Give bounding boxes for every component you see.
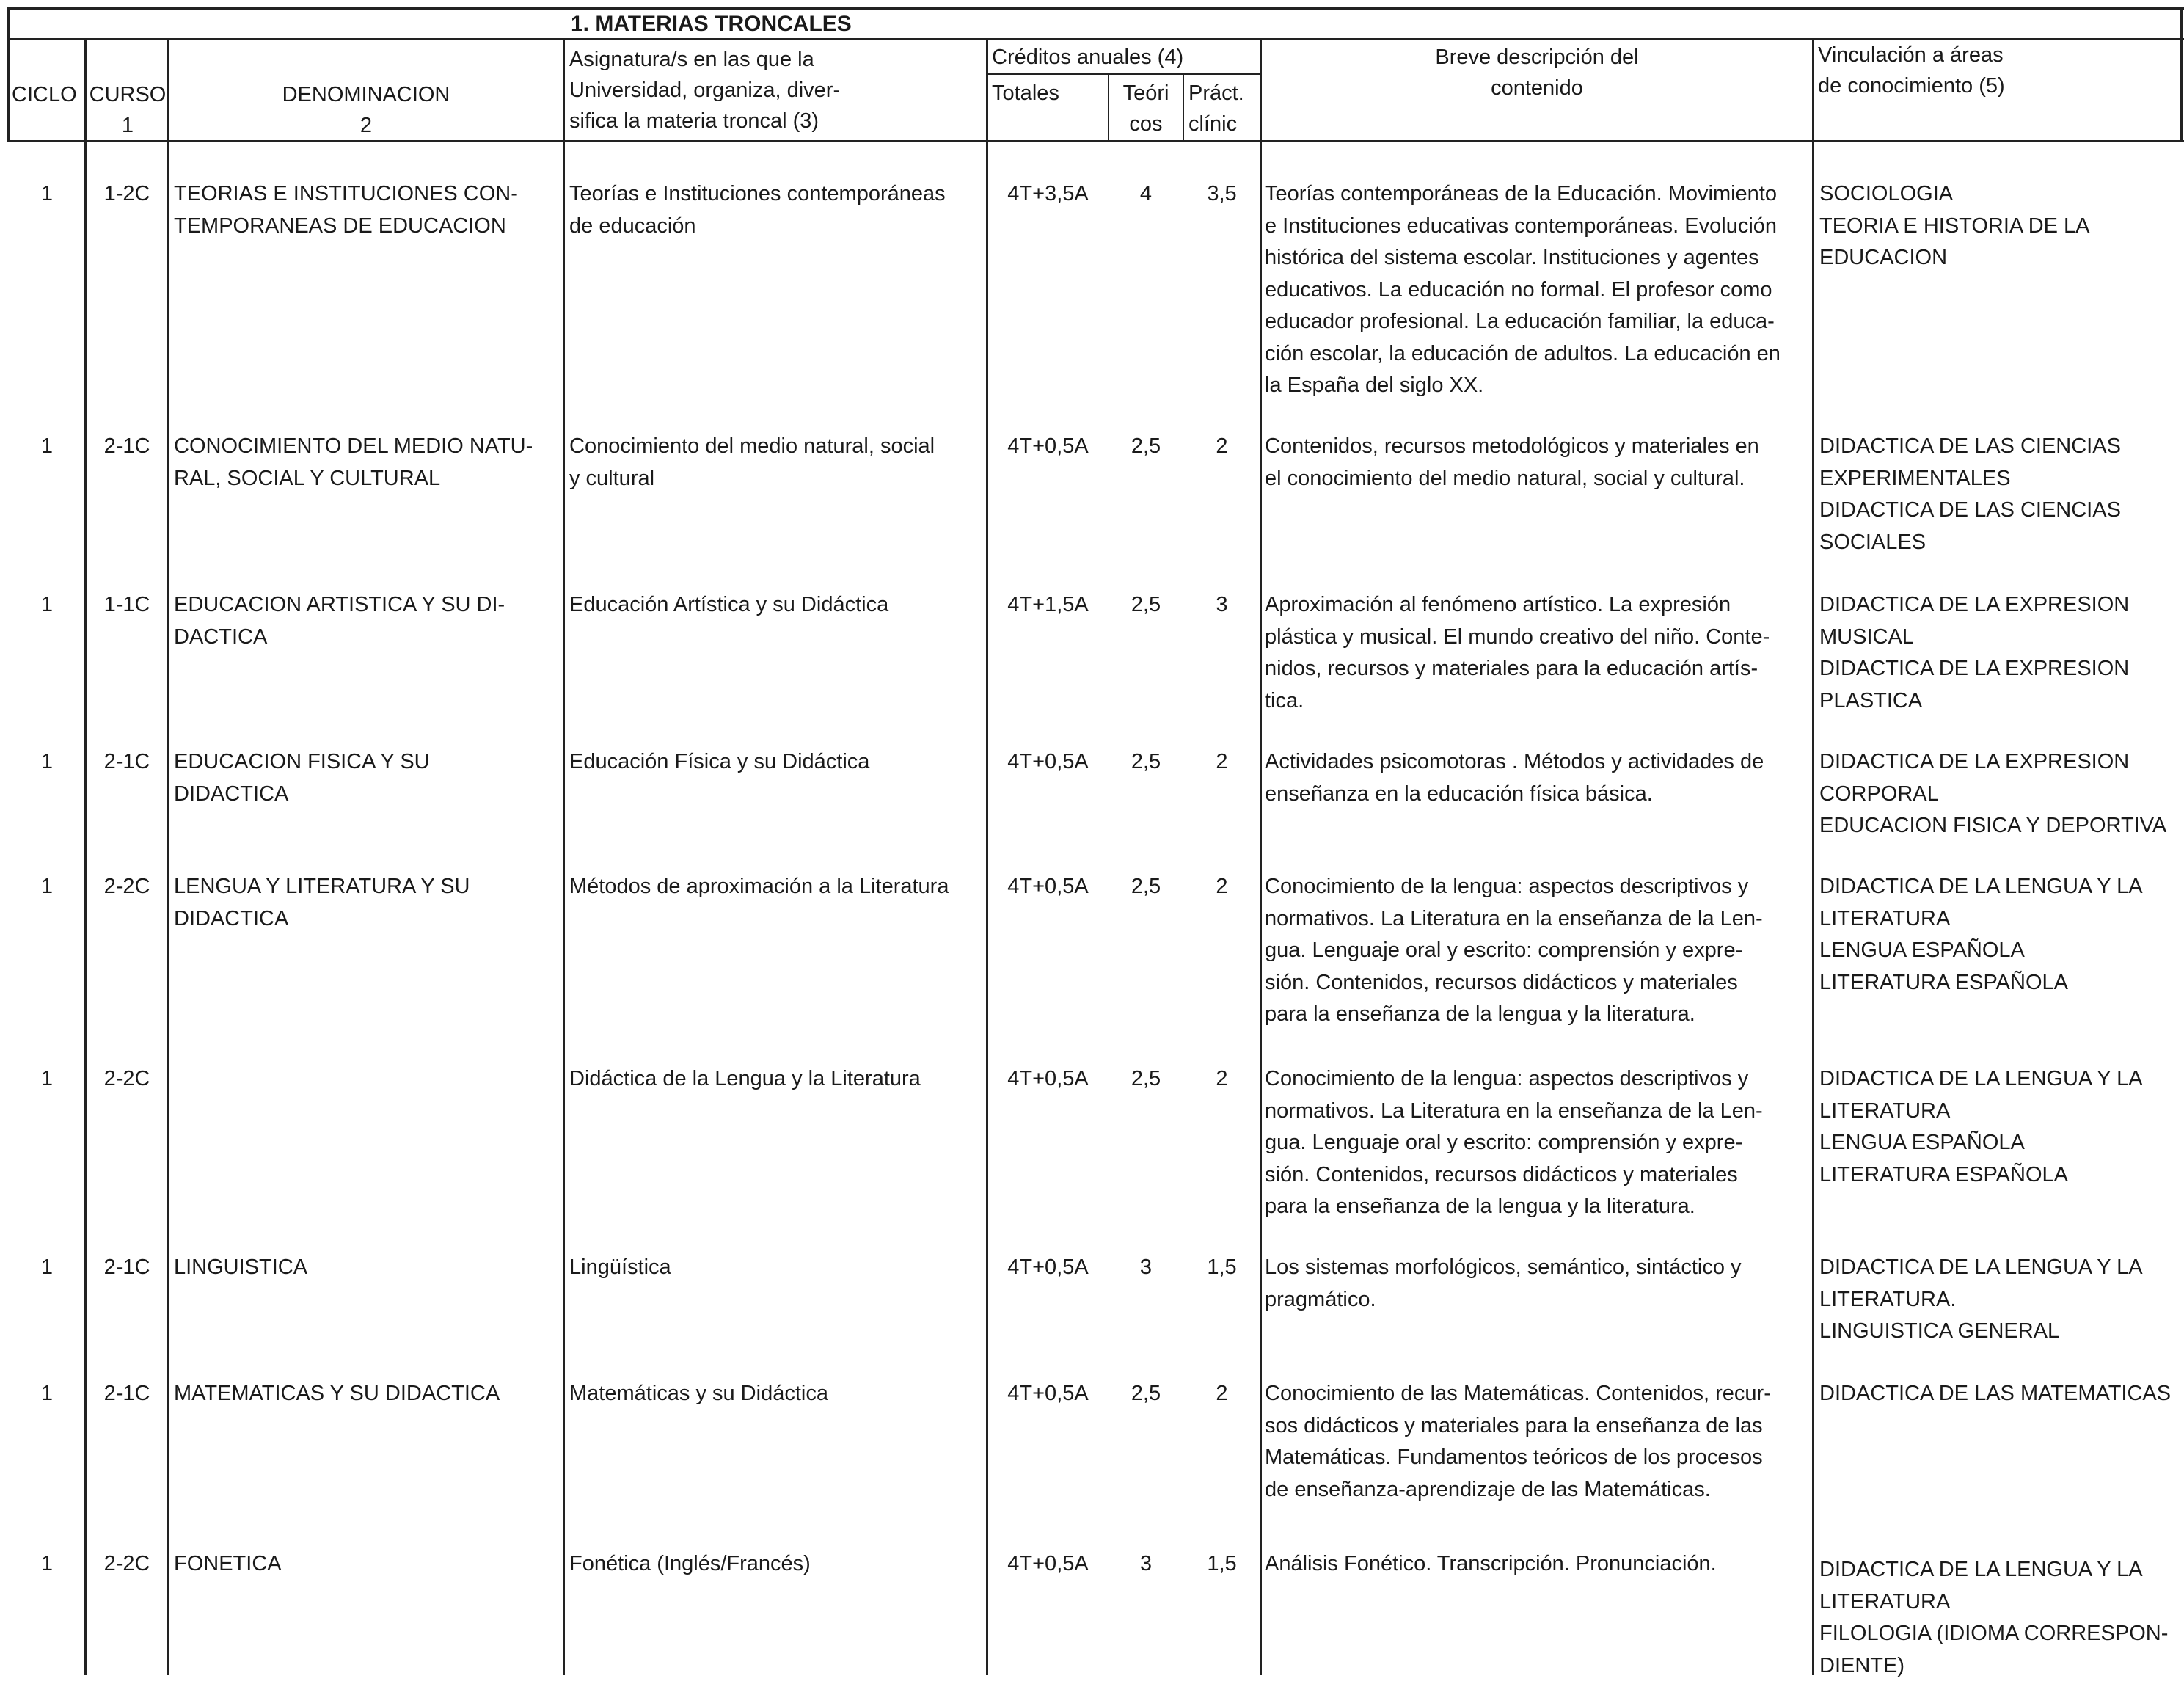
asignatura-cell: Fonética (Inglés/Francés) bbox=[569, 1552, 811, 1575]
table-top-border bbox=[7, 7, 2184, 10]
curso-cell: 2-1C bbox=[103, 434, 150, 458]
header-ciclo: CICLO bbox=[12, 83, 77, 106]
practicos-cell: 3,5 bbox=[1207, 182, 1237, 205]
col-divider bbox=[1260, 38, 1262, 1675]
ciclo-cell: 1 bbox=[40, 1382, 54, 1405]
teoricos-cell: 3 bbox=[1139, 1255, 1153, 1279]
curso-cell: 2-1C bbox=[103, 1382, 150, 1405]
asignatura-cell: Lingüística bbox=[569, 1255, 671, 1279]
totales-cell: 4T+0,5A bbox=[1007, 1255, 1089, 1279]
curso-cell: 2-1C bbox=[103, 750, 150, 773]
asignatura-cell: Conocimiento del medio natural, social y cultural bbox=[569, 434, 935, 490]
header-totales: Totales bbox=[992, 81, 1059, 105]
descripcion-cell: Teorías contemporáneas de la Educación. Movimiento e Instituciones educativas contemporáneas. Evolución histórica del sistema escolar. Instituciones y agentes educativos. La educación no formal. El profesor como educador profesional. La educación familiar, la educa- ción escolar, la educación de adultos. La educación en la España del siglo XX. bbox=[1265, 182, 1781, 397]
totales-cell: 4T+0,5A bbox=[1007, 1067, 1089, 1090]
practicos-cell: 2 bbox=[1216, 1382, 1228, 1405]
descripcion-cell: Conocimiento de la lengua: aspectos descriptivos y normativos. La Literatura en la enseñanza de la Len- gua. Lenguaje oral y escrito: comprensión y expre- sión. Contenidos, recursos didácticos y materiales para la enseñanza de la lengua y la literatura. bbox=[1265, 875, 1763, 1026]
asignatura-cell: Teorías e Instituciones contemporáneas de educación bbox=[569, 182, 946, 238]
table-right-border bbox=[2180, 7, 2183, 142]
vinculacion-cell: DIDACTICA DE LA LENGUA Y LA LITERATURA. LINGUISTICA GENERAL bbox=[1819, 1255, 2143, 1343]
section-title: 1. MATERIAS TRONCALES bbox=[571, 12, 852, 36]
teoricos-cell: 2,5 bbox=[1131, 434, 1161, 458]
denominacion-cell: MATEMATICAS Y SU DIDACTICA bbox=[174, 1382, 500, 1405]
asignatura-cell: Educación Física y su Didáctica bbox=[569, 750, 870, 773]
header-practicos: Práct. clínic bbox=[1188, 81, 1244, 136]
ciclo-cell: 1 bbox=[40, 1255, 54, 1279]
totales-cell: 4T+0,5A bbox=[1007, 434, 1089, 458]
vinculacion-cell: SOCIOLOGIA TEORIA E HISTORIA DE LA EDUCACION bbox=[1819, 182, 2090, 269]
practicos-cell: 2 bbox=[1216, 434, 1228, 458]
teoricos-cell: 2,5 bbox=[1131, 1067, 1161, 1090]
vinculacion-cell: DIDACTICA DE LAS CIENCIAS EXPERIMENTALES DIDACTICA DE LAS CIENCIAS SOCIALES bbox=[1819, 434, 2121, 554]
vinculacion-cell: DIDACTICA DE LA EXPRESION MUSICAL DIDACTICA DE LA EXPRESION PLASTICA bbox=[1819, 593, 2130, 712]
teoricos-cell: 2,5 bbox=[1131, 875, 1161, 898]
descripcion-cell: Actividades psicomotoras . Métodos y actividades de enseñanza en la educación física básica. bbox=[1265, 750, 1764, 806]
ciclo-cell: 1 bbox=[40, 1552, 54, 1575]
teoricos-cell: 2,5 bbox=[1131, 593, 1161, 616]
practicos-cell: 2 bbox=[1216, 1067, 1228, 1090]
header-denominacion: DENOMINACION bbox=[282, 83, 450, 106]
col-divider bbox=[1812, 38, 1814, 1675]
table-left-border bbox=[7, 7, 10, 142]
totales-cell: 4T+0,5A bbox=[1007, 750, 1089, 773]
ciclo-cell: 1 bbox=[40, 750, 54, 773]
ciclo-cell: 1 bbox=[40, 875, 54, 898]
curso-cell: 2-2C bbox=[103, 875, 150, 898]
teoricos-cell: 3 bbox=[1139, 1552, 1153, 1575]
totales-cell: 4T+0,5A bbox=[1007, 1552, 1089, 1575]
denominacion-cell: TEORIAS E INSTITUCIONES CON- TEMPORANEAS DE EDUCACION bbox=[174, 182, 518, 238]
teoricos-cell: 4 bbox=[1139, 182, 1153, 205]
totales-cell: 4T+0,5A bbox=[1007, 1382, 1089, 1405]
descripcion-cell: Conocimiento de la lengua: aspectos descriptivos y normativos. La Literatura en la enseñanza de la Len- gua. Lenguaje oral y escrito: comprensión y expre- sión. Contenidos, recursos didácticos y materiales para la enseñanza de la lengua y la literatura. bbox=[1265, 1067, 1763, 1218]
teoricos-cell: 2,5 bbox=[1131, 1382, 1161, 1405]
header-creditos: Créditos anuales (4) bbox=[992, 45, 1184, 69]
header-asignatura: Asignatura/s en las que la Universidad, organiza, diver- sifica la materia troncal (3) bbox=[569, 48, 841, 133]
curso-cell: 2-2C bbox=[103, 1067, 150, 1090]
curso-cell: 2-2C bbox=[103, 1552, 150, 1575]
denominacion-cell: EDUCACION FISICA Y SU DIDACTICA bbox=[174, 750, 430, 806]
denominacion-cell: CONOCIMIENTO DEL MEDIO NATU- RAL, SOCIAL Y CULTURAL bbox=[174, 434, 533, 490]
header-denominacion-number: 2 bbox=[359, 114, 373, 137]
ciclo-cell: 1 bbox=[40, 182, 54, 205]
vinculacion-cell: DIDACTICA DE LA LENGUA Y LA LITERATURA LENGUA ESPAÑOLA LITERATURA ESPAÑOLA bbox=[1819, 1067, 2143, 1187]
practicos-cell: 2 bbox=[1216, 750, 1228, 773]
descripcion-cell: Análisis Fonético. Transcripción. Pronunciación. bbox=[1265, 1552, 1717, 1575]
header-descripcion: Breve descripción del contenido bbox=[1435, 45, 1639, 100]
asignatura-cell: Educación Artística y su Didáctica bbox=[569, 593, 889, 616]
totales-cell: 4T+3,5A bbox=[1007, 182, 1089, 205]
ciclo-cell: 1 bbox=[40, 593, 54, 616]
asignatura-cell: Didáctica de la Lengua y la Literatura bbox=[569, 1067, 921, 1090]
totales-cell: 4T+1,5A bbox=[1007, 593, 1089, 616]
totales-cell: 4T+0,5A bbox=[1007, 875, 1089, 898]
denominacion-cell: LENGUA Y LITERATURA Y SU DIDACTICA bbox=[174, 875, 470, 930]
ciclo-cell: 1 bbox=[40, 1067, 54, 1090]
curso-cell: 2-1C bbox=[103, 1255, 150, 1279]
teoricos-cell: 2,5 bbox=[1131, 750, 1161, 773]
creditos-subheader-border bbox=[986, 73, 1260, 75]
col-divider bbox=[986, 38, 988, 1675]
denominacion-cell: FONETICA bbox=[174, 1552, 282, 1575]
vinculacion-cell: DIDACTICA DE LA LENGUA Y LA LITERATURA LENGUA ESPAÑOLA LITERATURA ESPAÑOLA bbox=[1819, 875, 2143, 994]
curso-cell: 1-2C bbox=[103, 182, 150, 205]
col-divider bbox=[167, 38, 169, 1675]
asignatura-cell: Métodos de aproximación a la Literatura bbox=[569, 875, 949, 898]
vinculacion-cell: DIDACTICA DE LA EXPRESION CORPORAL EDUCACION FISICA Y DEPORTIVA bbox=[1819, 750, 2167, 837]
descripcion-cell: Aproximación al fenómeno artístico. La expresión plástica y musical. El mundo creativo del niño. Conte- nidos, recursos y materiales para la educación artís- tica. bbox=[1265, 593, 1770, 712]
practicos-cell: 2 bbox=[1216, 875, 1228, 898]
descripcion-cell: Conocimiento de las Matemáticas. Contenidos, recur- sos didácticos y materiales para la enseñanza de las Matemáticas. Fundamentos teóricos de los procesos de enseñanza-aprendizaje de las Matemáticas. bbox=[1265, 1382, 1771, 1501]
col-divider bbox=[1183, 73, 1184, 142]
vinculacion-cell: DIDACTICA DE LA LENGUA Y LA LITERATURA FILOLOGIA (IDIOMA CORRESPON- DIENTE) bbox=[1819, 1558, 2169, 1677]
curso-cell: 1-1C bbox=[103, 593, 150, 616]
practicos-cell: 1,5 bbox=[1207, 1255, 1237, 1279]
header-vinculacion: Vinculación a áreas de conocimiento (5) bbox=[1818, 43, 2005, 98]
descripcion-cell: Los sistemas morfológicos, semántico, sintáctico y pragmático. bbox=[1265, 1255, 1742, 1311]
vinculacion-cell: DIDACTICA DE LAS MATEMATICAS bbox=[1819, 1382, 2172, 1405]
header-curso: CURSO bbox=[89, 83, 167, 106]
practicos-cell: 3 bbox=[1216, 593, 1228, 616]
header-teoricos: Teóri cos bbox=[1122, 81, 1169, 136]
denominacion-cell: LINGUISTICA bbox=[174, 1255, 308, 1279]
col-divider bbox=[563, 38, 565, 1675]
col-divider bbox=[84, 38, 87, 1675]
practicos-cell: 1,5 bbox=[1207, 1552, 1237, 1575]
ciclo-cell: 1 bbox=[40, 434, 54, 458]
descripcion-cell: Contenidos, recursos metodológicos y materiales en el conocimiento del medio natural, social y cultural. bbox=[1265, 434, 1759, 490]
asignatura-cell: Matemáticas y su Didáctica bbox=[569, 1382, 828, 1405]
header-curso-number: 1 bbox=[121, 114, 134, 137]
denominacion-cell: EDUCACION ARTISTICA Y SU DI- DACTICA bbox=[174, 593, 505, 649]
